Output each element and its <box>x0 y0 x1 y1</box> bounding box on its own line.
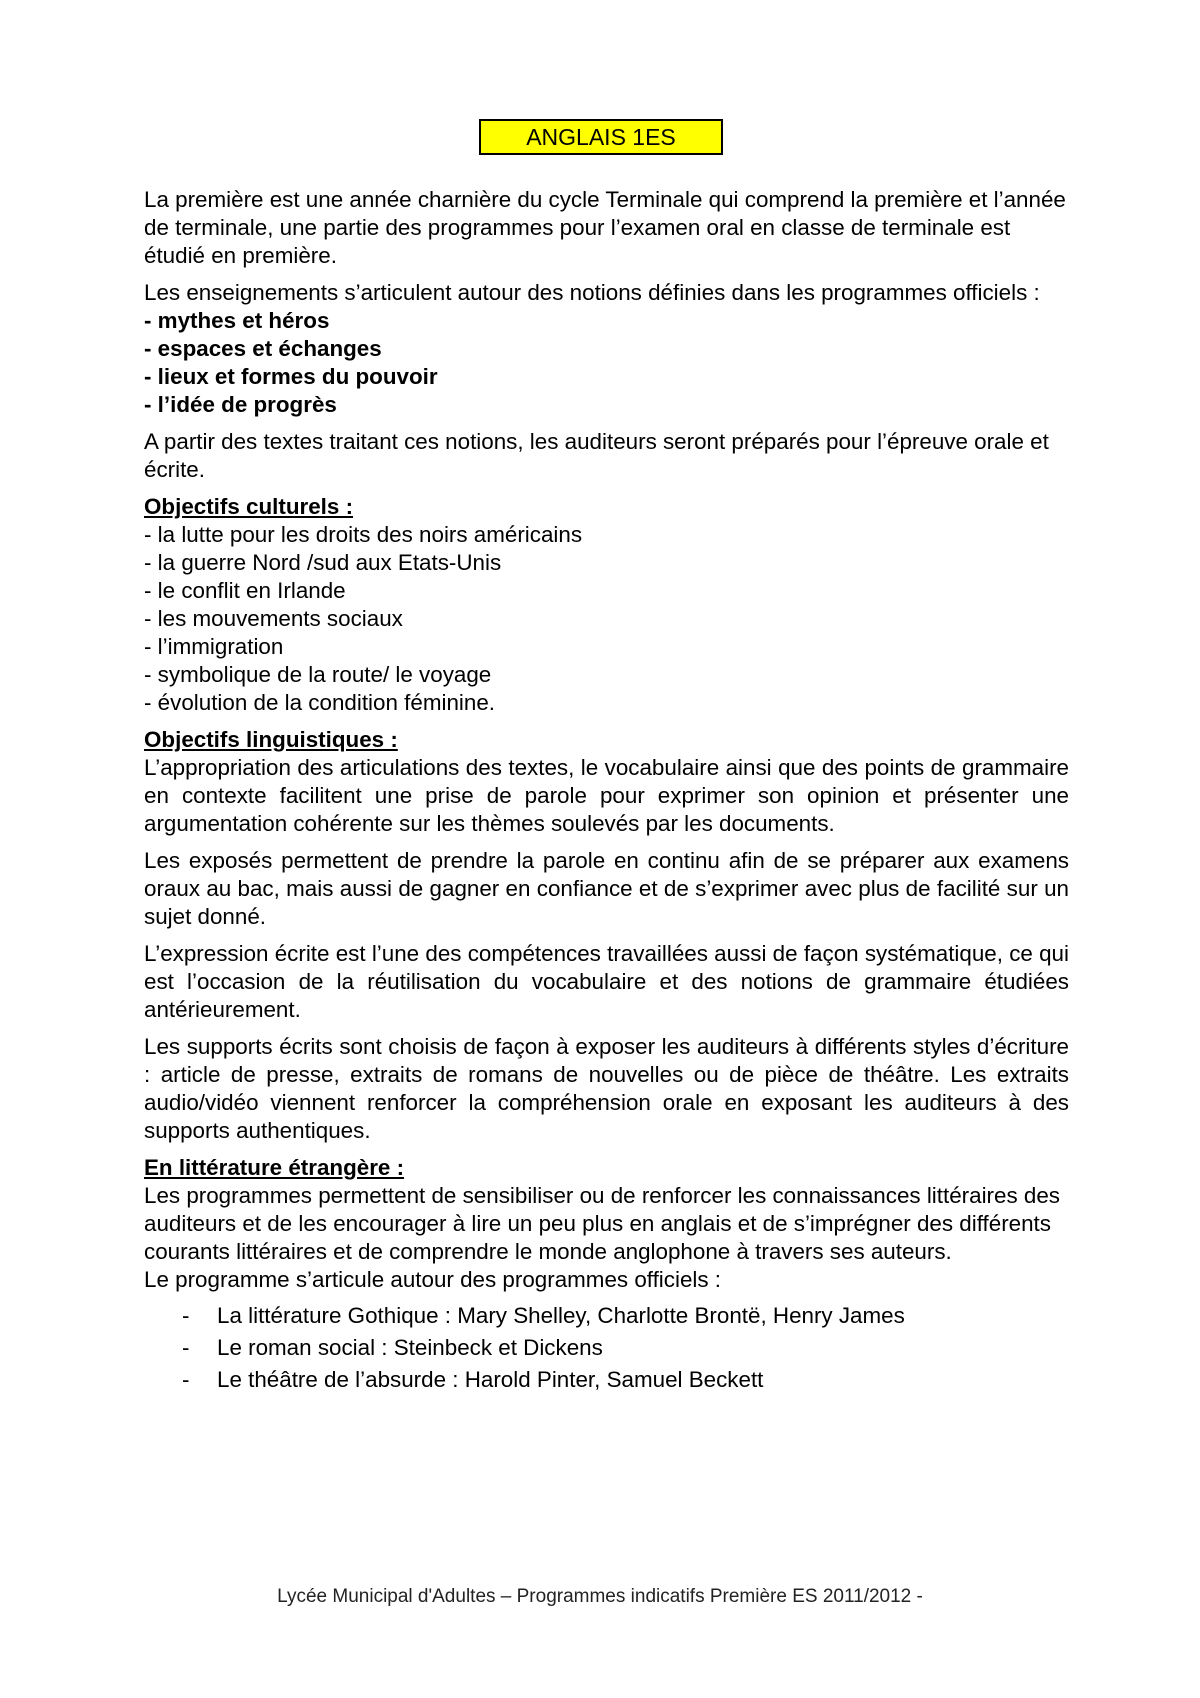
cultural-item: - la lutte pour les droits des noirs américains <box>144 522 583 547</box>
cultural-item: - évolution de la condition féminine. <box>144 690 496 715</box>
linguistic-paragraph-1: L’appropriation des articulations des textes, le vocabulaire ainsi que des points de grammaire en contexte facilitent une prise de parole pour exprimer son opinion et présenter une argumentation cohérente sur les thèmes soulevés par les documents. <box>144 755 1069 836</box>
cultural-item: - les mouvements sociaux <box>144 606 403 631</box>
literature-item <box>144 1332 1069 1364</box>
literature-heading: En littérature étrangère : <box>144 1155 405 1180</box>
cultural-item: - symbolique de la route/ le voyage <box>144 662 492 687</box>
linguistic-heading: Objectifs linguistiques : <box>144 727 398 752</box>
linguistic-paragraph-3: L’expression écrite est l’une des compétences travaillées aussi de façon systématique, ce qui est l’occasion de la réutilisation du vocabulaire et des notions de grammaire étudiées antérieurement. <box>144 941 1069 1022</box>
intro-paragraph-2-text: Les enseignements s’articulent autour des notions définies dans les programmes officiels : <box>144 280 1040 305</box>
linguistic-paragraph-4: Les supports écrits sont choisis de façon à exposer les auditeurs à différents styles d’écriture : article de presse, extraits de romans de nouvelles ou de pièce de théâtre. Les extraits audio/vidéo viennent renforcer la compréhension orale en exposant les auditeurs à des supports authentiques. <box>144 1034 1069 1143</box>
notion-item: - lieux et formes du pouvoir <box>144 364 438 389</box>
dash-bullet: - <box>182 1303 190 1328</box>
literature-list <box>144 1300 1069 1396</box>
cultural-item: - la guerre Nord /sud aux Etats-Unis <box>144 550 502 575</box>
notion-item: - l’idée de progrès <box>144 392 337 417</box>
dash-bullet: - <box>182 1367 190 1392</box>
cultural-list <box>144 521 1069 717</box>
literature-item-text: La littérature Gothique : Mary Shelley, Charlotte Brontë, Henry James <box>217 1303 905 1328</box>
cultural-heading: Objectifs culturels : <box>144 494 354 519</box>
notion-item: - mythes et héros <box>144 308 330 333</box>
literature-item-text: Le théâtre de l’absurde : Harold Pinter, Samuel Beckett <box>217 1367 764 1392</box>
page-footer: Lycée Municipal d'Adultes – Programmes indicatifs Première ES 2011/2012 - <box>277 1586 923 1607</box>
intro-paragraph-1: La première est une année charnière du cycle Terminale qui comprend la première et l’année de terminale, une partie des programmes pour l’examen oral en classe de terminale est étudié en première. <box>144 187 1066 268</box>
literature-item <box>144 1300 1069 1332</box>
notion-item: - espaces et échanges <box>144 336 382 361</box>
intro-paragraph-2 <box>144 279 1069 307</box>
linguistic-paragraph-2: Les exposés permettent de prendre la parole en continu afin de se préparer aux examens oraux au bac, mais aussi de gagner en confiance et de s’exprimer avec plus de facilité sur un sujet donné. <box>144 848 1069 929</box>
document-body <box>144 186 1069 1396</box>
notions-list <box>144 307 1069 419</box>
literature-item-text: Le roman social : Steinbeck et Dickens <box>217 1335 603 1360</box>
page-title: ANGLAIS 1ES <box>479 119 723 155</box>
cultural-item: - l’immigration <box>144 634 284 659</box>
dash-bullet: - <box>182 1335 190 1360</box>
cultural-item: - le conflit en Irlande <box>144 578 346 603</box>
literature-paragraph-2: Le programme s’articule autour des programmes officiels : <box>144 1267 722 1292</box>
literature-paragraph-1: Les programmes permettent de sensibiliser ou de renforcer les connaissances littéraires des auditeurs et de les encourager à lire un peu plus en anglais et de s’imprégner des différents courants littéraires et de comprendre le monde anglophone à travers ses auteurs. <box>144 1183 1060 1264</box>
literature-item <box>144 1364 1069 1396</box>
intro-paragraph-3: A partir des textes traitant ces notions, les auditeurs seront préparés pour l’épreuve orale et écrite. <box>144 429 1049 482</box>
